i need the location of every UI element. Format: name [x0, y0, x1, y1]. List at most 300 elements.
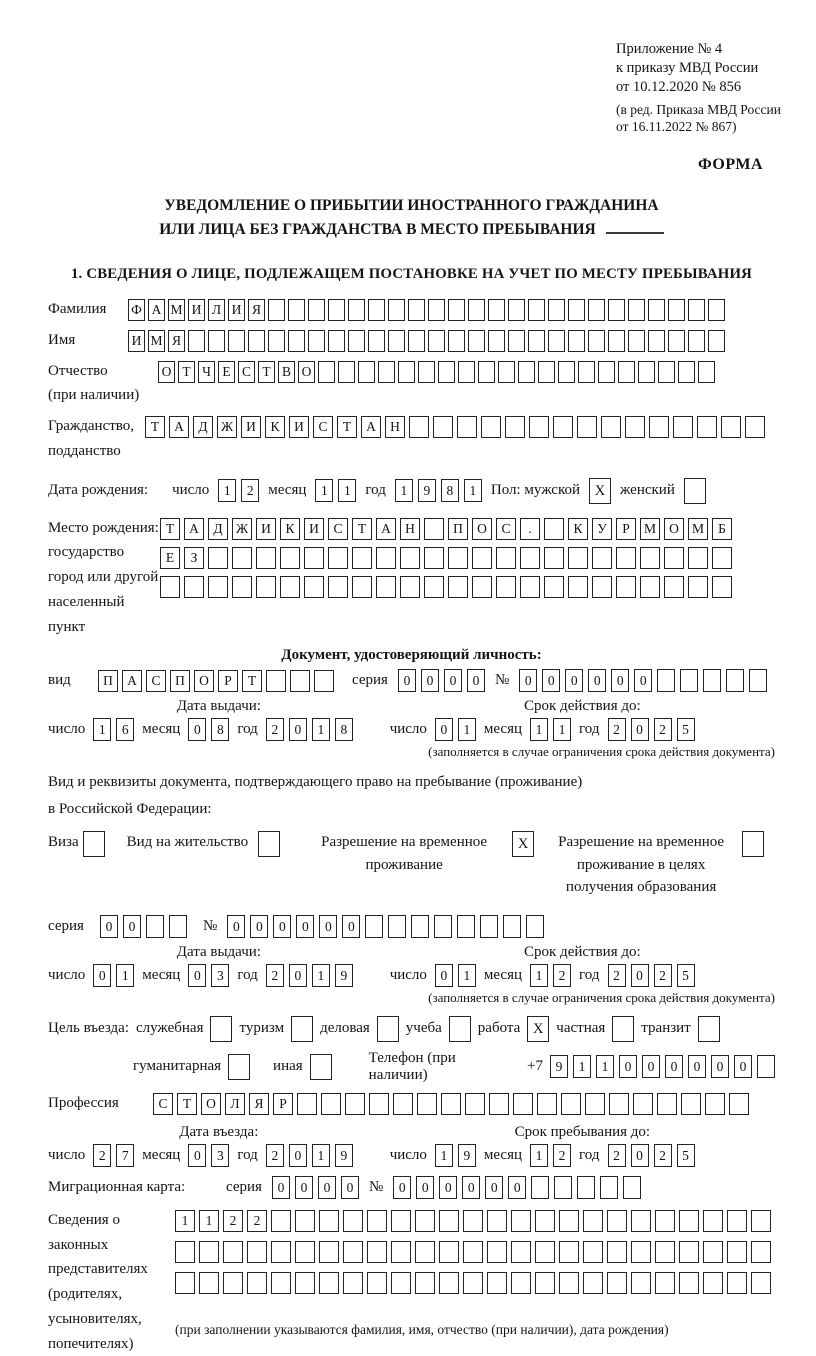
char-cell	[505, 416, 525, 438]
day-word: число	[389, 966, 427, 983]
char-cell: О	[664, 518, 684, 540]
char-cell: 2	[608, 718, 626, 741]
char-cell: 0	[519, 669, 537, 692]
char-cell	[544, 547, 564, 569]
char-cell	[415, 1272, 435, 1294]
char-cell	[468, 330, 485, 352]
char-cell: Н	[385, 416, 405, 438]
purpose-transit-label: транзит	[641, 1020, 691, 1037]
month-word: месяц	[483, 721, 523, 738]
char-cell	[528, 330, 545, 352]
char-cell	[548, 330, 565, 352]
char-cell	[601, 416, 621, 438]
char-cell: Ф	[128, 299, 145, 321]
issue-month-cells	[188, 718, 229, 741]
char-cell	[553, 416, 573, 438]
char-cell	[418, 361, 435, 383]
migration-series-cells	[272, 1176, 359, 1199]
migration-series-label: серия	[226, 1178, 262, 1195]
char-cell	[681, 1093, 701, 1115]
migration-card-label: Миграционная карта:	[48, 1178, 186, 1195]
char-cell	[280, 576, 300, 598]
char-cell	[633, 1093, 653, 1115]
purpose-private-label: частная	[556, 1020, 606, 1037]
char-cell	[415, 1210, 435, 1232]
char-cell	[408, 299, 425, 321]
char-cell: С	[313, 416, 333, 438]
purpose-work-checkbox: X	[527, 1016, 549, 1042]
char-cell	[208, 576, 228, 598]
birth-day-cells	[218, 479, 259, 502]
birth-month-cells	[315, 479, 356, 502]
char-cell	[729, 1093, 749, 1115]
profession-label: Профессия	[48, 1095, 119, 1112]
char-cell: 0	[421, 669, 439, 692]
char-cell: Я	[248, 299, 265, 321]
char-cell: 1	[530, 1144, 548, 1167]
char-cell: 0	[485, 1176, 503, 1199]
month-word: месяц	[142, 1146, 181, 1163]
char-cell	[668, 330, 685, 352]
char-cell: 0	[289, 718, 307, 741]
char-cell	[345, 1093, 365, 1115]
month-word: месяц	[483, 1146, 523, 1163]
char-cell: 2	[247, 1210, 267, 1232]
char-cell: 0	[462, 1176, 480, 1199]
char-cell: В	[278, 361, 295, 383]
char-cell	[199, 1241, 219, 1263]
char-cell: 2	[654, 1144, 672, 1167]
char-cell	[498, 361, 515, 383]
char-cell: О	[298, 361, 315, 383]
char-cell	[439, 1210, 459, 1232]
char-cell: М	[148, 330, 165, 352]
residence-issue-year-cells	[266, 964, 353, 987]
char-cell	[411, 915, 429, 938]
char-cell	[223, 1241, 243, 1263]
char-cell	[367, 1272, 387, 1294]
char-cell	[544, 576, 564, 598]
char-cell: 0	[711, 1055, 729, 1078]
char-cell	[568, 299, 585, 321]
char-cell	[640, 576, 660, 598]
char-cell	[487, 1272, 507, 1294]
char-cell	[288, 299, 305, 321]
char-cell	[297, 1093, 317, 1115]
char-cell: И	[256, 518, 276, 540]
char-cell	[679, 1272, 699, 1294]
char-cell: 0	[250, 915, 268, 938]
char-cell	[232, 576, 252, 598]
char-cell	[438, 361, 455, 383]
char-cell	[388, 330, 405, 352]
char-cell: 0	[467, 669, 485, 692]
char-cell: 1	[573, 1055, 591, 1078]
char-cell: 0	[619, 1055, 637, 1078]
char-cell	[369, 1093, 389, 1115]
char-cell: Е	[160, 547, 180, 569]
char-cell: 9	[458, 1144, 476, 1167]
char-cell: 2	[266, 964, 284, 987]
char-cell	[290, 670, 310, 692]
char-cell	[727, 1241, 747, 1263]
edition-line: (в ред. Приказа МВД России	[616, 101, 781, 117]
char-cell	[757, 1055, 775, 1078]
char-cell	[544, 518, 564, 540]
char-cell	[496, 547, 516, 569]
visit-purpose-row1	[48, 1016, 775, 1042]
entry-day-cells	[93, 1144, 134, 1167]
char-cell: К	[265, 416, 285, 438]
char-cell	[271, 1272, 291, 1294]
char-cell	[679, 1241, 699, 1263]
option-residence-permit: Вид на жительство	[127, 831, 280, 857]
char-cell	[367, 1210, 387, 1232]
char-cell: 0	[289, 1144, 307, 1167]
temp-residence-education-checkbox	[742, 831, 764, 857]
char-cell: С	[146, 670, 166, 692]
char-cell: Т	[352, 518, 372, 540]
char-cell: 6	[116, 718, 134, 741]
char-cell: К	[280, 518, 300, 540]
char-cell	[247, 1241, 267, 1263]
char-cell	[424, 576, 444, 598]
char-cell	[271, 1241, 291, 1263]
char-cell: 0	[188, 718, 206, 741]
name-cells	[128, 330, 725, 352]
profession-cells	[153, 1093, 749, 1115]
char-cell: 0	[295, 1176, 313, 1199]
char-cell	[487, 1210, 507, 1232]
char-cell: 3	[211, 964, 229, 987]
char-cell	[458, 361, 475, 383]
char-cell	[554, 1176, 572, 1199]
char-cell	[559, 1210, 579, 1232]
residence-series-row	[48, 915, 775, 938]
char-cell	[415, 1241, 435, 1263]
char-cell	[169, 915, 187, 938]
stay-month-cells	[530, 1144, 571, 1167]
valid-year-cells	[608, 718, 695, 741]
char-cell: А	[376, 518, 396, 540]
char-cell: 0	[227, 915, 245, 938]
char-cell	[308, 299, 325, 321]
char-cell: 1	[175, 1210, 195, 1232]
option-temp-residence: Разрешение на временное проживание X	[306, 831, 534, 876]
char-cell: 9	[418, 479, 436, 502]
char-cell	[578, 361, 595, 383]
char-cell: 8	[335, 718, 353, 741]
char-cell	[628, 330, 645, 352]
char-cell	[558, 361, 575, 383]
char-cell	[537, 1093, 557, 1115]
char-cell	[398, 361, 415, 383]
identity-doc-heading: Документ, удостоверяющий личность:	[281, 647, 542, 664]
char-cell: 0	[631, 1144, 649, 1167]
char-cell	[673, 416, 693, 438]
char-cell	[658, 361, 675, 383]
char-cell	[749, 669, 767, 692]
char-cell	[664, 576, 684, 598]
residence-issue-month-cells	[188, 964, 229, 987]
char-cell	[548, 299, 565, 321]
char-cell	[751, 1241, 771, 1263]
char-cell: 0	[188, 1144, 206, 1167]
char-cell	[616, 576, 636, 598]
char-cell: М	[640, 518, 660, 540]
char-cell	[583, 1241, 603, 1263]
purpose-official-label: служебная	[135, 1020, 204, 1037]
char-cell	[256, 576, 276, 598]
char-cell	[680, 669, 698, 692]
char-cell	[657, 1093, 677, 1115]
char-cell	[388, 299, 405, 321]
birth-place-row	[48, 516, 775, 640]
validity-note: (заполняется в случае ограничения срока действия документа)	[428, 989, 775, 1005]
char-cell	[561, 1093, 581, 1115]
char-cell	[448, 547, 468, 569]
issue-date-heading: Дата выдачи:	[176, 698, 261, 715]
citizenship-row	[48, 414, 775, 464]
char-cell	[433, 416, 453, 438]
char-cell	[391, 1272, 411, 1294]
year-word: год	[365, 482, 386, 499]
char-cell	[478, 361, 495, 383]
legal-reps-cells-row2	[175, 1241, 771, 1263]
char-cell: О	[472, 518, 492, 540]
residence-doc-intro	[48, 769, 775, 823]
char-cell	[688, 299, 705, 321]
char-cell	[708, 330, 725, 352]
char-cell	[368, 330, 385, 352]
char-cell: И	[304, 518, 324, 540]
char-cell	[648, 299, 665, 321]
year-word: год	[579, 1146, 600, 1163]
char-cell	[688, 576, 708, 598]
purpose-business-label: деловая	[320, 1020, 370, 1037]
char-cell	[304, 547, 324, 569]
char-cell: Т	[337, 416, 357, 438]
char-cell	[618, 361, 635, 383]
char-cell: 0	[273, 915, 291, 938]
char-cell	[271, 1210, 291, 1232]
char-cell	[248, 330, 265, 352]
char-cell	[428, 299, 445, 321]
day-word: число	[48, 721, 86, 738]
phone-prefix: +7	[527, 1058, 543, 1075]
issue-date-heading: Дата выдачи:	[176, 943, 261, 960]
char-cell: 1	[218, 479, 236, 502]
char-cell	[465, 1093, 485, 1115]
char-cell: О	[194, 670, 214, 692]
residence-doc-options	[48, 831, 775, 899]
name-row	[48, 330, 775, 352]
char-cell: Е	[218, 361, 235, 383]
char-cell	[308, 330, 325, 352]
stay-until-heading: Срок пребывания до:	[514, 1123, 651, 1140]
char-cell: .	[520, 518, 540, 540]
patronymic-cells	[158, 361, 715, 383]
char-cell	[280, 547, 300, 569]
char-cell: 0	[665, 1055, 683, 1078]
char-cell: Ч	[198, 361, 215, 383]
char-cell	[751, 1272, 771, 1294]
char-cell	[188, 330, 205, 352]
order-date-line: от 10.12.2020 № 856	[616, 78, 742, 95]
char-cell	[184, 576, 204, 598]
birth-date-label: Дата рождения:	[48, 482, 149, 499]
char-cell: 0	[393, 1176, 411, 1199]
temp-residence-checkbox: X	[512, 831, 534, 857]
legal-reps-cells-row1	[175, 1210, 771, 1232]
visit-purpose-label: Цель въезда:	[48, 1020, 129, 1037]
char-cell: 1	[315, 479, 333, 502]
char-cell	[703, 1241, 723, 1263]
year-word: год	[237, 721, 258, 738]
char-cell	[480, 915, 498, 938]
char-cell: 0	[611, 669, 629, 692]
residence-valid-year-cells	[608, 964, 695, 987]
doc-number-label: №	[494, 672, 510, 689]
day-word: число	[172, 482, 210, 499]
char-cell	[487, 1241, 507, 1263]
month-word: месяц	[142, 966, 181, 983]
char-cell: И	[241, 416, 261, 438]
char-cell	[388, 915, 406, 938]
char-cell	[529, 416, 549, 438]
patronymic-row	[48, 359, 775, 409]
char-cell: 1	[458, 964, 476, 987]
char-cell: 0	[508, 1176, 526, 1199]
char-cell	[628, 299, 645, 321]
char-cell: 3	[211, 1144, 229, 1167]
char-cell: 0	[642, 1055, 660, 1078]
char-cell	[376, 547, 396, 569]
char-cell: 2	[93, 1144, 111, 1167]
migration-card-row	[48, 1176, 775, 1199]
residence-series-cells	[100, 915, 187, 938]
char-cell: 5	[677, 718, 695, 741]
char-cell: 2	[654, 718, 672, 741]
char-cell	[721, 416, 741, 438]
char-cell	[463, 1210, 483, 1232]
char-cell	[314, 670, 334, 692]
char-cell	[588, 299, 605, 321]
stay-day-cells	[435, 1144, 476, 1167]
char-cell	[577, 416, 597, 438]
valid-until-heading: Срок действия до:	[524, 943, 641, 960]
char-cell: 0	[634, 669, 652, 692]
char-cell	[657, 669, 675, 692]
char-cell	[655, 1272, 675, 1294]
char-cell	[367, 1241, 387, 1263]
char-cell	[535, 1241, 555, 1263]
char-cell	[588, 330, 605, 352]
char-cell	[365, 915, 383, 938]
migration-number-cells	[393, 1176, 641, 1199]
entry-month-cells	[188, 1144, 229, 1167]
form-title	[48, 194, 775, 242]
char-cell: П	[170, 670, 190, 692]
char-cell	[688, 547, 708, 569]
char-cell	[568, 547, 588, 569]
char-cell: 1	[435, 1144, 453, 1167]
char-cell	[488, 299, 505, 321]
char-cell: 2	[608, 1144, 626, 1167]
char-cell	[727, 1210, 747, 1232]
char-cell: 0	[444, 669, 462, 692]
char-cell	[655, 1210, 675, 1232]
char-cell: 2	[553, 964, 571, 987]
char-cell	[592, 547, 612, 569]
day-word: число	[48, 1146, 86, 1163]
char-cell	[655, 1241, 675, 1263]
order-reference-block	[616, 40, 816, 136]
residence-intro-line2: в Российской Федерации:	[48, 801, 212, 818]
char-cell: 8	[211, 718, 229, 741]
char-cell	[705, 1093, 725, 1115]
form-title-line1: УВЕДОМЛЕНИЕ О ПРИБЫТИИ ИНОСТРАННОГО ГРАЖДАНИНА	[164, 196, 659, 214]
char-cell	[708, 299, 725, 321]
birth-year-cells	[395, 479, 482, 502]
char-cell	[358, 361, 375, 383]
char-cell: Т	[160, 518, 180, 540]
char-cell: 0	[123, 915, 141, 938]
patronymic-label: Отчество (при наличии)	[48, 362, 140, 404]
char-cell	[598, 361, 615, 383]
char-cell: 1	[312, 964, 330, 987]
char-cell	[439, 1272, 459, 1294]
char-cell: 2	[266, 718, 284, 741]
char-cell	[538, 361, 555, 383]
char-cell	[609, 1093, 629, 1115]
title-underline	[606, 219, 664, 234]
char-cell: А	[148, 299, 165, 321]
char-cell: 0	[542, 669, 560, 692]
visit-purpose-row2	[48, 1050, 775, 1084]
name-label: Имя	[48, 332, 76, 349]
char-cell: 2	[553, 1144, 571, 1167]
char-cell: 0	[188, 964, 206, 987]
issue-day-cells	[93, 718, 134, 741]
char-cell	[531, 1176, 549, 1199]
char-cell	[631, 1241, 651, 1263]
char-cell	[175, 1241, 195, 1263]
char-cell	[751, 1210, 771, 1232]
order-line: к приказу МВД России	[616, 59, 759, 76]
char-cell	[583, 1272, 603, 1294]
char-cell	[535, 1210, 555, 1232]
char-cell: 1	[93, 718, 111, 741]
surname-cells	[128, 299, 725, 321]
char-cell	[688, 330, 705, 352]
char-cell	[393, 1093, 413, 1115]
char-cell: 0	[342, 915, 360, 938]
char-cell: 9	[335, 1144, 353, 1167]
char-cell: 0	[398, 669, 416, 692]
sex-male-label: Пол: мужской	[490, 482, 581, 499]
char-cell	[503, 915, 521, 938]
char-cell	[520, 547, 540, 569]
valid-day-cells	[435, 718, 476, 741]
char-cell	[631, 1272, 651, 1294]
validity-note: (заполняется в случае ограничения срока действия документа)	[428, 744, 775, 760]
doc-kind-label: вид	[48, 672, 71, 689]
char-cell: 0	[341, 1176, 359, 1199]
char-cell: 0	[100, 915, 118, 938]
visa-checkbox	[83, 831, 105, 857]
birth-place-cells-row2	[160, 547, 732, 569]
